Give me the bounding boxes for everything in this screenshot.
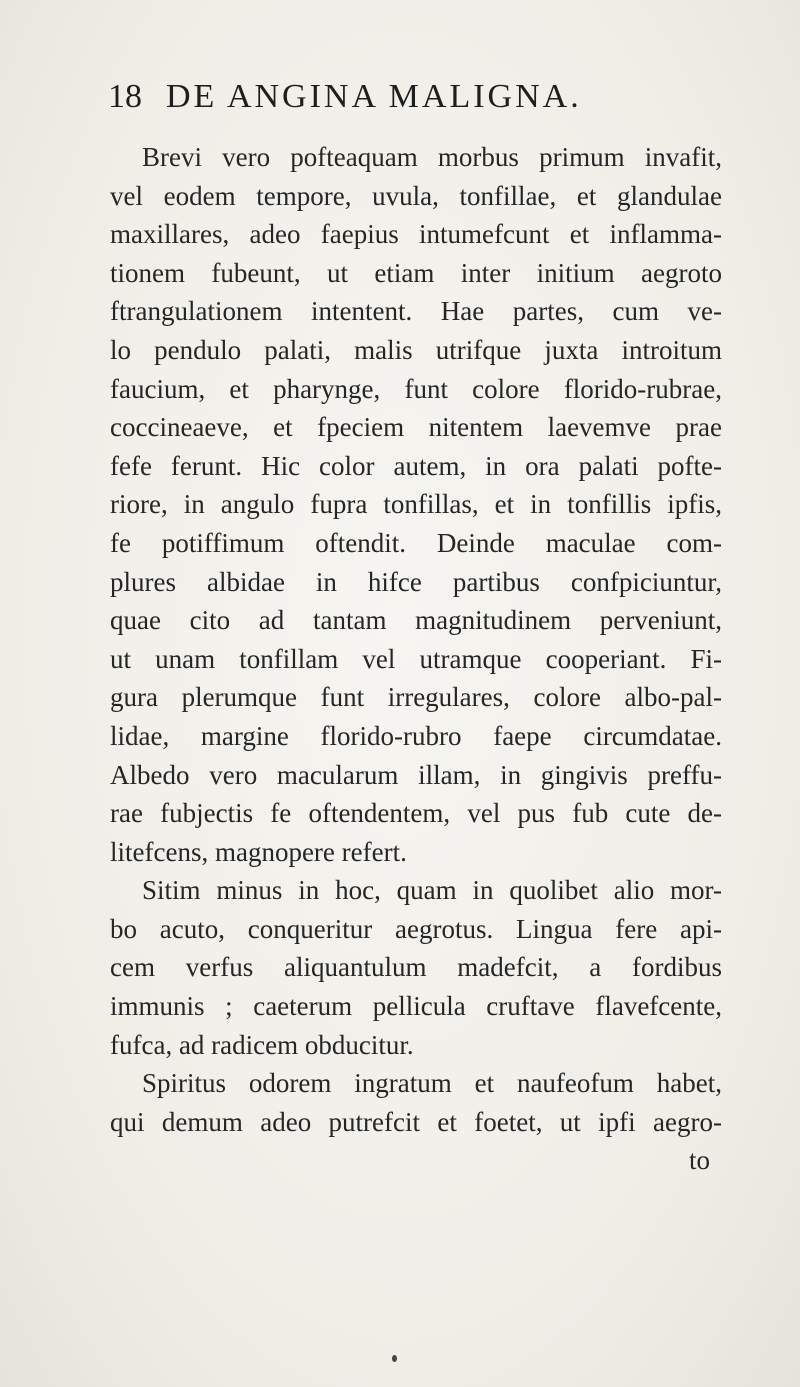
- text-line: Albedo vero macularum illam, in gingivis preffu-: [110, 759, 722, 790]
- text-line: cem verfus aliquantulum madefcit, a fordibus: [110, 952, 722, 983]
- text-line: coccineaeve, et fpeciem nitentem laevemve prae: [110, 412, 722, 443]
- text-line: plures albidae in hifce partibus confpiciuntur,: [110, 566, 722, 597]
- text-line: Brevi vero pofteaquam morbus primum invafit,: [142, 142, 722, 172]
- text-line: qui demum adeo putrefcit et foetet, ut ipfi aegro-: [110, 1106, 722, 1137]
- page-number: 18: [108, 78, 142, 115]
- text-line: gura plerumque funt irregulares, colore albo-pal-: [110, 682, 722, 713]
- text-line: tionem fubeunt, ut etiam inter initium aegroto: [110, 257, 722, 288]
- text-line: fefe ferunt. Hic color autem, in ora palati pofte-: [110, 450, 722, 481]
- running-title: DE ANGINA MALIGNA.: [166, 78, 582, 115]
- text-line: fufca, ad radicem obducitur.: [110, 1029, 414, 1060]
- text-line: riore, in angulo fupra tonfillas, et in tonfillis ipfis,: [110, 489, 722, 520]
- text-line: fe potiffimum oftendit. Deinde maculae com-: [110, 527, 722, 558]
- text-line: quae cito ad tantam magnitudinem perveniunt,: [110, 605, 722, 636]
- running-header: [108, 78, 708, 128]
- text-line: lidae, margine florido-rubro faepe circumdatae.: [110, 720, 722, 751]
- body-text: [110, 138, 722, 1180]
- catchword: to: [688, 1145, 710, 1176]
- text-line: vel eodem tempore, uvula, tonfillae, et glandulae: [110, 180, 722, 211]
- text-line: maxillares, adeo faepius intumefcunt et inflamma-: [110, 219, 722, 250]
- text-line: lo pendulo palati, malis utrifque juxta introitum: [110, 334, 722, 365]
- text-line: immunis ; caeterum pellicula cruftave flavefcente,: [110, 991, 722, 1022]
- text-line: ftrangulationem intentent. Hae partes, cum ve-: [110, 296, 722, 327]
- text-line: ut unam tonfillam vel utramque cooperiant. Fi-: [110, 643, 722, 674]
- text-line: bo acuto, conqueritur aegrotus. Lingua fere api-: [110, 913, 722, 944]
- ink-speck: [392, 1355, 397, 1362]
- text-line: litefcens, magnopere refert.: [110, 836, 407, 867]
- text-line: Sitim minus in hoc, quam in quolibet alio mor-: [142, 875, 722, 906]
- text-line: rae fubjectis fe oftendentem, vel pus fub cute de-: [110, 798, 722, 829]
- text-line: faucium, et pharynge, funt colore florido-rubrae,: [110, 373, 722, 404]
- text-line: Spiritus odorem ingratum et naufeofum habet,: [142, 1068, 722, 1099]
